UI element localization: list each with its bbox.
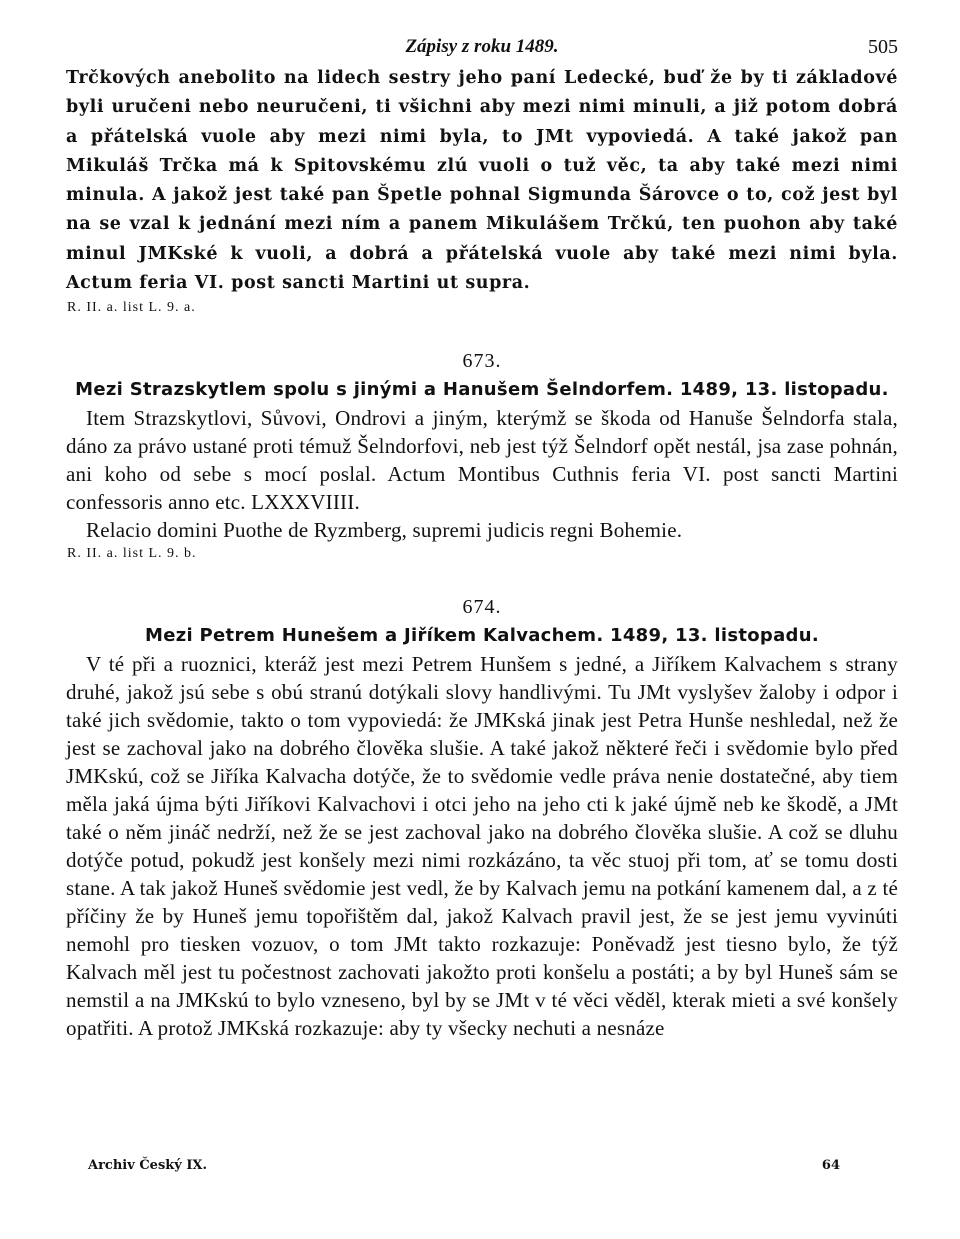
continuation-paragraph: Trčkových anebolito na lidech sestry jeho paní Ledecké, buď že by ti základové byli uručeni nebo neuručeni, ti všichni aby mezi nimi minuli, a již potom dobrá a přátelská vuole aby mezi nimi byla, to JMt vypoviedá. A také jakož pan Mikuláš Trčka má k Spitovskému zlú vuoli o tuž věc, ta aby také mezi nimi minula. A jakož jest také pan Špetle pohnal Sigmunda Šárovce o to, což jest byl na se vzal k jednání mezi ním a panem Mikulášem Trčkú, ten puohon aby také minul JMKské k vuoli, a dobrá a přátelská vuole aby také mezi nimi byla. Actum feria VI. post sancti Martini ut supra. — [66, 68, 898, 294]
page-footer — [88, 1158, 840, 1173]
document-number-674: 674. — [462, 596, 502, 619]
source-reference: R. II. a. list L. 9. a. — [67, 300, 196, 316]
source-reference: R. II. a. list L. 9. b. — [67, 546, 197, 562]
document-page — [66, 30, 898, 1042]
document-paragraph: Item Strazskytlovi, Sůvovi, Ondrovi a jiným, kterýmž se škoda od Hanuše Šelndorfa stala, dáno za právo ustané proti témuž Šelndorfovi, neb jest týž Šelndorf opět nestál, jsa zase pohnán, ani koho od sebe s mocí poslal. Actum Montibus Cuthnis feria VI. post sancti Martini confessoris anno etc. LXXXVIIII. — [66, 406, 898, 515]
page-number: 505 — [868, 36, 898, 58]
relation-note: Relacio domini Puothe de Ryzmberg, supremi judicis regni Bohemie. — [86, 518, 683, 543]
document-heading-674: Mezi Petrem Hunešem a Jiříkem Kalvachem. 1489, 13. listopadu. — [145, 625, 819, 647]
document-paragraph: V té při a ruoznici, kteráž jest mezi Petrem Hunšem s jedné, a Jiříkem Kalvachem s strany druhé, jakož jsú sebe s obú stranú dotýkali slovy handlivými. Tu JMt vyslyšev žaloby i odpor i také jich svědomie, takto o tom vypoviedá: že JMKská jinak jest Petra Hunše neshledal, než že jest se zachoval jako na dobrého člověka slušie. A také jakož některé řeči i svědomie bylo před JMKskú, což se Jiříka Kalvacha dotýče, že to svědomie vedle práva nenie dostatečné, aby tiem měla jaká újma býti Jiříkovi Kalvachovi i otci jeho na jeho cti k jaké újmě neb ke škodě, a JMt také o něm jináč nedrží, než že se jest zachoval jako na dobrého člověka slušie. A což se dluhu dotýče potud, pokudž jest konšely mezi nimi rozkázáno, ta věc stuoj při tom, ať se tomu dosti stane. A tak jakož Huneš svědomie jest vedl, že by Kalvach jemu na potkání kamenem dal, a z té příčiny že by Huneš jemu topořištěm dal, jakož Kalvach pravil jest, že se jest jemu vyvinúti nemohl pro tiesken vozuov, o tom JMt takto rozkazuje: Poněvadž jest tiesno bylo, že týž Kalvach měl jest tu počestnost zachovati jakožto proti konšelu a postáti; a by byl Huneš sám se nemstil a na JMKskú to bylo vzneseno, byl by se JMt v té věci věděl, kterak mieti a své konšely opatřiti. A protož JMKská rozkazuje: aby ty všecky nechuti a nesnáze — [66, 652, 898, 1041]
footer-publication: Archiv Český IX. — [88, 1158, 208, 1173]
document-number-673: 673. — [462, 350, 502, 373]
signature-mark: 64 — [821, 1158, 840, 1173]
running-title: Zápisy z roku 1489. — [405, 36, 559, 57]
running-header — [66, 30, 898, 64]
document-heading-673: Mezi Strazskytlem spolu s jinými a Hanušem Šelndorfem. 1489, 13. listopadu. — [75, 379, 889, 401]
